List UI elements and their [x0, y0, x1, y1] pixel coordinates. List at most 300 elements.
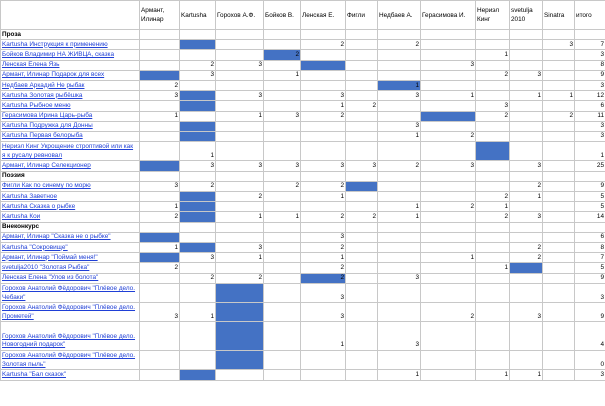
- score-cell[interactable]: 2: [140, 212, 180, 222]
- score-cell[interactable]: [264, 60, 301, 70]
- entry-link[interactable]: Kartusha "Бал сказок": [1, 370, 140, 380]
- score-cell[interactable]: [378, 192, 421, 202]
- score-cell[interactable]: [421, 40, 476, 50]
- author-highlight-cell[interactable]: [216, 283, 264, 302]
- score-cell[interactable]: 3: [421, 161, 476, 171]
- score-cell[interactable]: [476, 232, 510, 242]
- score-cell[interactable]: 3: [346, 161, 378, 171]
- score-cell[interactable]: [421, 322, 476, 351]
- score-cell[interactable]: [216, 121, 264, 131]
- score-cell[interactable]: 1: [378, 370, 421, 380]
- empty-cell[interactable]: [264, 222, 301, 232]
- score-cell[interactable]: [543, 70, 575, 80]
- score-cell[interactable]: [140, 142, 180, 161]
- score-cell[interactable]: 2: [140, 80, 180, 90]
- score-cell[interactable]: [543, 50, 575, 60]
- empty-cell[interactable]: [264, 171, 301, 181]
- section-title[interactable]: Поэзия: [1, 171, 140, 181]
- score-cell[interactable]: [346, 303, 378, 322]
- score-cell[interactable]: [476, 60, 510, 70]
- score-cell[interactable]: [510, 60, 543, 70]
- score-cell[interactable]: [543, 212, 575, 222]
- score-cell[interactable]: 1: [543, 91, 575, 101]
- total-cell[interactable]: 3: [575, 80, 605, 90]
- score-cell[interactable]: [543, 80, 575, 90]
- entry-link[interactable]: svetulja2010 "Золотая Рыбка": [1, 263, 140, 273]
- entry-link[interactable]: Kartusha Инструкция к применению: [1, 40, 140, 50]
- score-cell[interactable]: 1: [421, 91, 476, 101]
- total-cell[interactable]: 0: [575, 351, 605, 370]
- score-cell[interactable]: [543, 181, 575, 191]
- author-highlight-cell[interactable]: [140, 232, 180, 242]
- empty-cell[interactable]: [180, 30, 216, 40]
- score-cell[interactable]: [421, 101, 476, 111]
- score-cell[interactable]: 1: [378, 202, 421, 212]
- score-cell[interactable]: [543, 202, 575, 212]
- score-cell[interactable]: [180, 283, 216, 302]
- score-cell[interactable]: [140, 121, 180, 131]
- score-cell[interactable]: [510, 322, 543, 351]
- score-cell[interactable]: [421, 142, 476, 161]
- score-cell[interactable]: [510, 40, 543, 50]
- empty-cell[interactable]: [140, 222, 180, 232]
- total-cell[interactable]: 3: [575, 131, 605, 141]
- score-cell[interactable]: 3: [216, 161, 264, 171]
- score-cell[interactable]: 3: [140, 303, 180, 322]
- score-cell[interactable]: 2: [476, 70, 510, 80]
- author-highlight-cell[interactable]: [180, 91, 216, 101]
- score-cell[interactable]: [301, 370, 346, 380]
- score-cell[interactable]: [346, 192, 378, 202]
- score-cell[interactable]: 3: [421, 60, 476, 70]
- score-cell[interactable]: 3: [510, 212, 543, 222]
- score-cell[interactable]: [421, 263, 476, 273]
- score-cell[interactable]: 1: [216, 111, 264, 121]
- entry-link[interactable]: Ленская Елена "Улов из болота": [1, 273, 140, 283]
- empty-cell[interactable]: [543, 222, 575, 232]
- score-cell[interactable]: [180, 111, 216, 121]
- score-cell[interactable]: 3: [301, 283, 346, 302]
- score-cell[interactable]: [421, 80, 476, 90]
- score-cell[interactable]: 3: [216, 91, 264, 101]
- empty-cell[interactable]: [180, 222, 216, 232]
- score-cell[interactable]: [421, 283, 476, 302]
- entry-link[interactable]: Армант, Илинар Селекционер: [1, 161, 140, 171]
- score-cell[interactable]: 3: [476, 101, 510, 111]
- score-cell[interactable]: [216, 263, 264, 273]
- empty-cell[interactable]: [421, 222, 476, 232]
- total-cell[interactable]: 3: [575, 283, 605, 302]
- score-cell[interactable]: [301, 80, 346, 90]
- column-header[interactable]: Sinatra: [543, 1, 575, 30]
- author-highlight-cell[interactable]: [476, 142, 510, 161]
- score-cell[interactable]: 2: [510, 242, 543, 252]
- entry-link[interactable]: Горохов Анатолий Фёдорович "Плёвое дело. Золотая пыль": [1, 351, 140, 370]
- score-cell[interactable]: 3: [301, 161, 346, 171]
- column-header[interactable]: Нериэл Кинг: [476, 1, 510, 30]
- score-cell[interactable]: [346, 202, 378, 212]
- score-cell[interactable]: [264, 263, 301, 273]
- score-cell[interactable]: 2: [346, 101, 378, 111]
- score-cell[interactable]: [476, 322, 510, 351]
- score-cell[interactable]: 1: [378, 212, 421, 222]
- entry-link[interactable]: Бойков Владимир НА ЖИВЦА, сказка: [1, 50, 140, 60]
- author-highlight-cell[interactable]: [216, 303, 264, 322]
- score-cell[interactable]: 3: [378, 273, 421, 283]
- score-cell[interactable]: [346, 111, 378, 121]
- score-cell[interactable]: [543, 322, 575, 351]
- score-cell[interactable]: [510, 351, 543, 370]
- score-cell[interactable]: [378, 242, 421, 252]
- score-cell[interactable]: [421, 242, 476, 252]
- score-cell[interactable]: [216, 232, 264, 242]
- score-cell[interactable]: 1: [301, 192, 346, 202]
- score-cell[interactable]: 2: [180, 181, 216, 191]
- score-cell[interactable]: 1: [180, 303, 216, 322]
- empty-cell[interactable]: [476, 222, 510, 232]
- score-cell[interactable]: [216, 142, 264, 161]
- score-cell[interactable]: [301, 351, 346, 370]
- empty-cell[interactable]: [378, 30, 421, 40]
- score-cell[interactable]: [301, 121, 346, 131]
- column-header[interactable]: Бойков В.: [264, 1, 301, 30]
- score-cell[interactable]: 1: [264, 212, 301, 222]
- score-cell[interactable]: [421, 121, 476, 131]
- score-cell[interactable]: [476, 273, 510, 283]
- score-cell[interactable]: 2: [301, 242, 346, 252]
- score-cell[interactable]: [264, 131, 301, 141]
- empty-cell[interactable]: [301, 30, 346, 40]
- score-cell[interactable]: [543, 273, 575, 283]
- score-cell[interactable]: [216, 50, 264, 60]
- score-cell[interactable]: [180, 263, 216, 273]
- entry-link[interactable]: Ленская Елена Язь: [1, 60, 140, 70]
- score-cell[interactable]: [476, 303, 510, 322]
- score-cell[interactable]: [378, 232, 421, 242]
- score-cell[interactable]: [543, 253, 575, 263]
- score-cell[interactable]: 2: [378, 161, 421, 171]
- score-cell[interactable]: [301, 202, 346, 212]
- empty-cell[interactable]: [575, 30, 605, 40]
- score-cell[interactable]: 2: [180, 60, 216, 70]
- score-cell[interactable]: [421, 273, 476, 283]
- score-cell[interactable]: [476, 40, 510, 50]
- entry-link[interactable]: Kartusha Заветное: [1, 192, 140, 202]
- score-cell[interactable]: [264, 202, 301, 212]
- score-cell[interactable]: 3: [180, 161, 216, 171]
- entry-link[interactable]: Армант, Илинар "Сказка не о рыбке": [1, 232, 140, 242]
- score-cell[interactable]: [421, 181, 476, 191]
- empty-cell[interactable]: [301, 171, 346, 181]
- score-cell[interactable]: [378, 253, 421, 263]
- empty-cell[interactable]: [180, 171, 216, 181]
- score-cell[interactable]: 2: [476, 212, 510, 222]
- score-cell[interactable]: [140, 40, 180, 50]
- score-cell[interactable]: 2: [421, 131, 476, 141]
- entry-link[interactable]: Kartusha Сказка о рыбке: [1, 202, 140, 212]
- entry-link[interactable]: Армант, Илинар Подарок для всех: [1, 70, 140, 80]
- entry-link[interactable]: Нериэл Кинг Укрощение строптивой или как я к русалу ревновал: [1, 142, 140, 161]
- score-cell[interactable]: 2: [378, 40, 421, 50]
- score-cell[interactable]: 2: [301, 111, 346, 121]
- score-cell[interactable]: [476, 80, 510, 90]
- author-highlight-cell[interactable]: 1: [378, 80, 421, 90]
- score-cell[interactable]: 1: [421, 253, 476, 263]
- score-cell[interactable]: [264, 351, 301, 370]
- score-cell[interactable]: 1: [180, 142, 216, 161]
- score-cell[interactable]: [378, 283, 421, 302]
- author-highlight-cell[interactable]: [216, 322, 264, 351]
- score-cell[interactable]: 1: [476, 202, 510, 212]
- empty-cell[interactable]: [575, 222, 605, 232]
- author-highlight-cell[interactable]: [180, 101, 216, 111]
- score-cell[interactable]: 1: [510, 370, 543, 380]
- entry-link[interactable]: Горохов Анатолий Фёдорович "Плёвое дело. Прометей": [1, 303, 140, 322]
- entry-link[interactable]: Kartusha Золотая рыбёшка: [1, 91, 140, 101]
- total-cell[interactable]: 1: [575, 142, 605, 161]
- score-cell[interactable]: [510, 202, 543, 212]
- score-cell[interactable]: [301, 142, 346, 161]
- total-cell[interactable]: 14: [575, 212, 605, 222]
- score-cell[interactable]: 3: [180, 70, 216, 80]
- score-cell[interactable]: [216, 370, 264, 380]
- author-highlight-cell[interactable]: [180, 121, 216, 131]
- score-cell[interactable]: [140, 101, 180, 111]
- score-cell[interactable]: 2: [301, 40, 346, 50]
- entry-link[interactable]: Kartusha Подружка для Донны: [1, 121, 140, 131]
- score-cell[interactable]: [476, 181, 510, 191]
- author-highlight-cell[interactable]: [180, 212, 216, 222]
- score-cell[interactable]: 2: [346, 212, 378, 222]
- author-highlight-cell[interactable]: [140, 161, 180, 171]
- score-cell[interactable]: [476, 283, 510, 302]
- score-cell[interactable]: [264, 40, 301, 50]
- column-header[interactable]: Недбаев А.: [378, 1, 421, 30]
- score-cell[interactable]: 1: [476, 50, 510, 60]
- score-cell[interactable]: 3: [264, 111, 301, 121]
- score-cell[interactable]: [140, 192, 180, 202]
- empty-cell[interactable]: [216, 30, 264, 40]
- score-cell[interactable]: [543, 263, 575, 273]
- total-cell[interactable]: 5: [575, 202, 605, 212]
- score-cell[interactable]: 3: [510, 70, 543, 80]
- score-cell[interactable]: 1: [264, 70, 301, 80]
- score-cell[interactable]: [421, 351, 476, 370]
- score-cell[interactable]: 1: [476, 370, 510, 380]
- score-cell[interactable]: [346, 70, 378, 80]
- score-cell[interactable]: [476, 131, 510, 141]
- entry-link[interactable]: Kartusha Рыбное меню: [1, 101, 140, 111]
- score-cell[interactable]: [543, 303, 575, 322]
- score-cell[interactable]: [510, 131, 543, 141]
- entry-link[interactable]: Kartusha Кои: [1, 212, 140, 222]
- empty-cell[interactable]: [510, 222, 543, 232]
- score-cell[interactable]: [510, 80, 543, 90]
- entry-link[interactable]: Kartusha "Сокровище": [1, 242, 140, 252]
- total-cell[interactable]: 9: [575, 181, 605, 191]
- empty-cell[interactable]: [378, 222, 421, 232]
- score-cell[interactable]: [346, 322, 378, 351]
- score-cell[interactable]: 3: [378, 91, 421, 101]
- score-cell[interactable]: 3: [301, 91, 346, 101]
- score-cell[interactable]: 2: [476, 192, 510, 202]
- score-cell[interactable]: [264, 283, 301, 302]
- score-cell[interactable]: [264, 370, 301, 380]
- score-cell[interactable]: 3: [510, 161, 543, 171]
- empty-cell[interactable]: [421, 171, 476, 181]
- empty-cell[interactable]: [140, 30, 180, 40]
- score-cell[interactable]: 2: [543, 111, 575, 121]
- column-header[interactable]: svetulja 2010: [510, 1, 543, 30]
- score-cell[interactable]: 2: [510, 181, 543, 191]
- author-highlight-cell[interactable]: [140, 70, 180, 80]
- empty-cell[interactable]: [216, 171, 264, 181]
- score-cell[interactable]: [543, 101, 575, 111]
- entry-link[interactable]: Горохов Анатолий Фёдорович "Плёвое дело. Чебаки": [1, 283, 140, 302]
- score-cell[interactable]: [264, 91, 301, 101]
- score-cell[interactable]: [216, 101, 264, 111]
- total-cell[interactable]: 3: [575, 370, 605, 380]
- score-cell[interactable]: [264, 322, 301, 351]
- score-cell[interactable]: [378, 303, 421, 322]
- score-cell[interactable]: [180, 351, 216, 370]
- total-cell[interactable]: 9: [575, 273, 605, 283]
- score-cell[interactable]: [301, 50, 346, 60]
- total-cell[interactable]: 3: [575, 50, 605, 60]
- total-cell[interactable]: 7: [575, 40, 605, 50]
- author-highlight-cell[interactable]: [301, 60, 346, 70]
- total-cell[interactable]: 6: [575, 101, 605, 111]
- total-cell[interactable]: 6: [575, 232, 605, 242]
- score-cell[interactable]: 2: [216, 273, 264, 283]
- score-cell[interactable]: [378, 101, 421, 111]
- author-highlight-cell[interactable]: 2: [301, 273, 346, 283]
- entry-link[interactable]: Фигли Как по синему по морю: [1, 181, 140, 191]
- score-cell[interactable]: 1: [301, 322, 346, 351]
- score-cell[interactable]: [264, 121, 301, 131]
- entry-link[interactable]: Kartusha Первая белорыба: [1, 131, 140, 141]
- score-cell[interactable]: [264, 232, 301, 242]
- score-cell[interactable]: 3: [140, 91, 180, 101]
- total-cell[interactable]: 8: [575, 242, 605, 252]
- total-cell[interactable]: 5: [575, 263, 605, 273]
- score-cell[interactable]: [346, 232, 378, 242]
- author-highlight-cell[interactable]: [216, 351, 264, 370]
- score-cell[interactable]: [378, 181, 421, 191]
- score-cell[interactable]: 1: [216, 253, 264, 263]
- score-cell[interactable]: [346, 131, 378, 141]
- score-cell[interactable]: [510, 232, 543, 242]
- score-cell[interactable]: [216, 70, 264, 80]
- total-cell[interactable]: 7: [575, 253, 605, 263]
- section-title[interactable]: Внеконкурс: [1, 222, 140, 232]
- score-cell[interactable]: 2: [421, 303, 476, 322]
- score-cell[interactable]: [216, 181, 264, 191]
- score-cell[interactable]: 3: [216, 60, 264, 70]
- score-cell[interactable]: 1: [301, 253, 346, 263]
- author-highlight-cell[interactable]: 2: [264, 50, 301, 60]
- empty-cell[interactable]: [476, 171, 510, 181]
- score-cell[interactable]: 2: [301, 263, 346, 273]
- score-cell[interactable]: [140, 273, 180, 283]
- author-highlight-cell[interactable]: [180, 242, 216, 252]
- score-cell[interactable]: [346, 253, 378, 263]
- score-cell[interactable]: 2: [140, 263, 180, 273]
- score-cell[interactable]: [421, 212, 476, 222]
- score-cell[interactable]: 2: [301, 181, 346, 191]
- score-cell[interactable]: [476, 161, 510, 171]
- score-cell[interactable]: [140, 322, 180, 351]
- score-cell[interactable]: [264, 242, 301, 252]
- score-cell[interactable]: [216, 40, 264, 50]
- empty-cell[interactable]: [421, 30, 476, 40]
- score-cell[interactable]: [510, 283, 543, 302]
- score-cell[interactable]: [140, 50, 180, 60]
- empty-cell[interactable]: [140, 171, 180, 181]
- score-cell[interactable]: [140, 351, 180, 370]
- score-cell[interactable]: [301, 70, 346, 80]
- empty-cell[interactable]: [216, 222, 264, 232]
- entry-link[interactable]: Герасимова Ирина Царь-рыба: [1, 111, 140, 121]
- score-cell[interactable]: 3: [301, 303, 346, 322]
- score-cell[interactable]: [476, 121, 510, 131]
- score-cell[interactable]: 2: [301, 212, 346, 222]
- score-cell[interactable]: 2: [216, 192, 264, 202]
- score-cell[interactable]: [346, 242, 378, 252]
- empty-cell[interactable]: [543, 171, 575, 181]
- score-cell[interactable]: [510, 101, 543, 111]
- author-highlight-cell[interactable]: [180, 131, 216, 141]
- score-cell[interactable]: 3: [216, 242, 264, 252]
- score-cell[interactable]: 2: [510, 253, 543, 263]
- score-cell[interactable]: [216, 80, 264, 90]
- score-cell[interactable]: [301, 131, 346, 141]
- score-cell[interactable]: 3: [301, 232, 346, 242]
- score-cell[interactable]: [476, 242, 510, 252]
- column-header[interactable]: Армант, Илинар: [140, 1, 180, 30]
- score-cell[interactable]: [346, 263, 378, 273]
- author-highlight-cell[interactable]: [180, 202, 216, 212]
- score-cell[interactable]: [510, 50, 543, 60]
- score-cell[interactable]: [180, 80, 216, 90]
- score-cell[interactable]: [346, 273, 378, 283]
- column-header[interactable]: Герасимова И.: [421, 1, 476, 30]
- score-cell[interactable]: [346, 91, 378, 101]
- score-cell[interactable]: 3: [543, 40, 575, 50]
- score-cell[interactable]: [346, 40, 378, 50]
- author-highlight-cell[interactable]: [140, 253, 180, 263]
- score-cell[interactable]: [543, 351, 575, 370]
- score-cell[interactable]: 3: [264, 161, 301, 171]
- score-cell[interactable]: [140, 131, 180, 141]
- score-cell[interactable]: [180, 322, 216, 351]
- score-cell[interactable]: 1: [510, 192, 543, 202]
- score-cell[interactable]: [421, 232, 476, 242]
- score-cell[interactable]: 1: [140, 242, 180, 252]
- total-cell[interactable]: 3: [575, 121, 605, 131]
- author-highlight-cell[interactable]: [180, 40, 216, 50]
- score-cell[interactable]: [510, 121, 543, 131]
- entry-link[interactable]: Недбаев Аркадий Не рыбак: [1, 80, 140, 90]
- score-cell[interactable]: 1: [216, 212, 264, 222]
- score-cell[interactable]: [543, 60, 575, 70]
- score-cell[interactable]: [346, 370, 378, 380]
- score-cell[interactable]: [140, 60, 180, 70]
- score-cell[interactable]: 2: [421, 202, 476, 212]
- score-cell[interactable]: [421, 70, 476, 80]
- score-cell[interactable]: [216, 202, 264, 212]
- score-cell[interactable]: [543, 142, 575, 161]
